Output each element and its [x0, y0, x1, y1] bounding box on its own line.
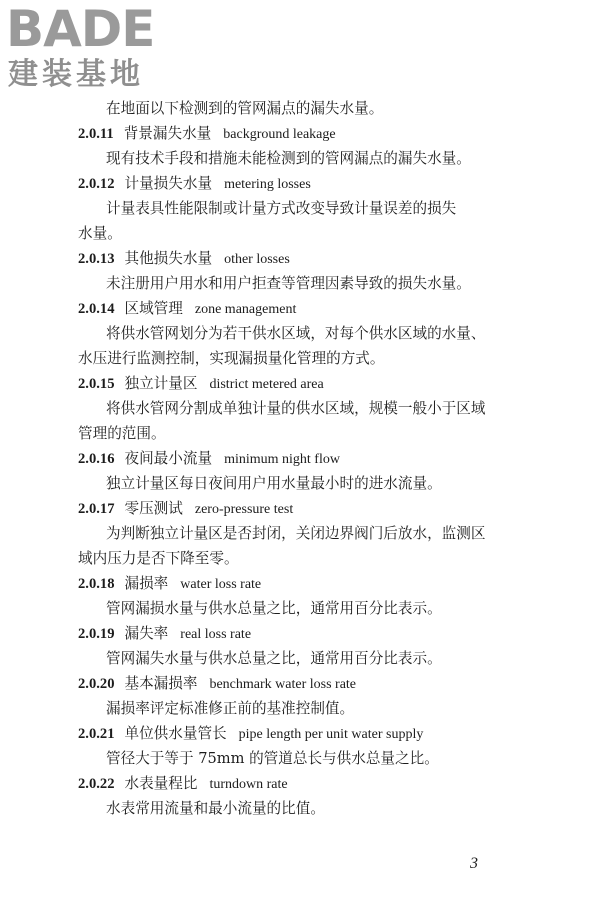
term-english: zone management — [194, 302, 297, 317]
term-number: 2.0.17 — [78, 501, 115, 517]
term-heading — [78, 296, 518, 321]
term-entry — [78, 171, 518, 246]
term-english: real loss rate — [180, 627, 252, 642]
term-chinese: 基本漏损率 — [124, 675, 198, 692]
watermark-logo — [6, 0, 176, 96]
term-entry — [78, 496, 518, 571]
term-chinese: 水表量程比 — [124, 775, 198, 792]
term-entry — [78, 296, 518, 371]
term-english: turndown rate — [209, 777, 288, 792]
term-definition-line: 管理的范围。 — [78, 425, 166, 442]
term-number: 2.0.11 — [78, 126, 114, 142]
term-heading — [78, 171, 518, 196]
watermark-subtitle: 建装基地 — [8, 57, 144, 92]
term-english: metering losses — [224, 177, 311, 192]
term-number: 2.0.12 — [78, 176, 115, 192]
term-number: 2.0.15 — [78, 376, 115, 392]
term-chinese: 其他损失水量 — [124, 250, 213, 267]
term-chinese: 漏失率 — [124, 625, 169, 642]
term-english: pipe length per unit water supply — [238, 727, 424, 742]
term-heading — [78, 371, 518, 396]
term-heading — [78, 671, 518, 696]
term-definition-line: 将供水管网划分为若干供水区域，对每个供水区域的水量、 — [106, 325, 486, 342]
term-heading — [78, 121, 518, 146]
term-english: district metered area — [209, 377, 324, 392]
term-chinese: 独立计量区 — [124, 375, 198, 392]
term-list — [78, 121, 518, 821]
term-heading — [78, 771, 518, 796]
term-definition-line: 现有技术手段和措施未能检测到的管网漏点的漏失水量。 — [106, 150, 471, 167]
term-number: 2.0.19 — [78, 626, 115, 642]
term-definition-line: 未注册用户用水和用户拒查等管理因素导致的损失水量。 — [106, 275, 471, 292]
term-definition-line: 计量表具性能限制或计量方式改变导致计量误差的损失 — [106, 200, 457, 217]
term-chinese: 单位供水量管长 — [124, 725, 227, 742]
term-english: water loss rate — [180, 577, 262, 592]
term-chinese: 区域管理 — [124, 300, 183, 317]
term-number: 2.0.22 — [78, 776, 115, 792]
term-english: background leakage — [223, 127, 336, 142]
term-entry — [78, 446, 518, 496]
term-english: other losses — [224, 252, 290, 267]
term-entry — [78, 621, 518, 671]
term-definition-line: 水量。 — [78, 225, 122, 242]
term-entry — [78, 571, 518, 621]
watermark-brand: BADE — [6, 0, 155, 58]
term-definition-line: 域内压力是否下降至零。 — [78, 550, 239, 567]
term-number: 2.0.21 — [78, 726, 115, 742]
term-number: 2.0.14 — [78, 301, 115, 317]
term-entry — [78, 721, 518, 771]
page-number: 3 — [470, 855, 478, 872]
term-entry — [78, 246, 518, 296]
term-number: 2.0.20 — [78, 676, 115, 692]
term-heading — [78, 246, 518, 271]
lead-line: 在地面以下检测到的管网漏点的漏失水量。 — [106, 100, 384, 117]
term-definition-line: 独立计量区每日夜间用户用水量最小时的进水流量。 — [106, 475, 442, 492]
term-number: 2.0.13 — [78, 251, 115, 267]
term-definition-line: 管网漏失水量与供水总量之比，通常用百分比表示。 — [106, 650, 442, 667]
term-definition-line: 管网漏损水量与供水总量之比，通常用百分比表示。 — [106, 600, 442, 617]
term-entry — [78, 771, 518, 821]
term-chinese: 漏损率 — [124, 575, 169, 592]
term-english: zero-pressure test — [194, 502, 294, 517]
term-definition-line: 为判断独立计量区是否封闭，关闭边界阀门后放水，监测区 — [106, 525, 486, 542]
term-definition-line: 水压进行监测控制，实现漏损量化管理的方式。 — [78, 350, 385, 367]
term-english: benchmark water loss rate — [209, 677, 357, 692]
term-heading — [78, 571, 518, 596]
term-entry — [78, 671, 518, 721]
term-definition-line: 将供水管网分割成单独计量的供水区域，规模一般小于区域 — [106, 400, 486, 417]
term-heading — [78, 446, 518, 471]
term-english: minimum night flow — [224, 452, 340, 467]
term-definition-line: 管径大于等于 75mm 的管道总长与供水总量之比。 — [106, 750, 439, 767]
term-heading — [78, 496, 518, 521]
term-chinese: 计量损失水量 — [124, 175, 213, 192]
term-chinese: 零压测试 — [124, 500, 183, 517]
term-chinese: 夜间最小流量 — [124, 450, 213, 467]
term-number: 2.0.16 — [78, 451, 115, 467]
term-heading — [78, 621, 518, 646]
term-definition-line: 水表常用流量和最小流量的比值。 — [106, 800, 325, 817]
term-entry — [78, 371, 518, 446]
term-number: 2.0.18 — [78, 576, 115, 592]
term-heading — [78, 721, 518, 746]
term-entry — [78, 121, 518, 171]
term-definition-line: 漏损率评定标准修正前的基准控制值。 — [106, 700, 355, 717]
term-chinese: 背景漏失水量 — [123, 125, 212, 142]
document-body — [78, 96, 518, 821]
